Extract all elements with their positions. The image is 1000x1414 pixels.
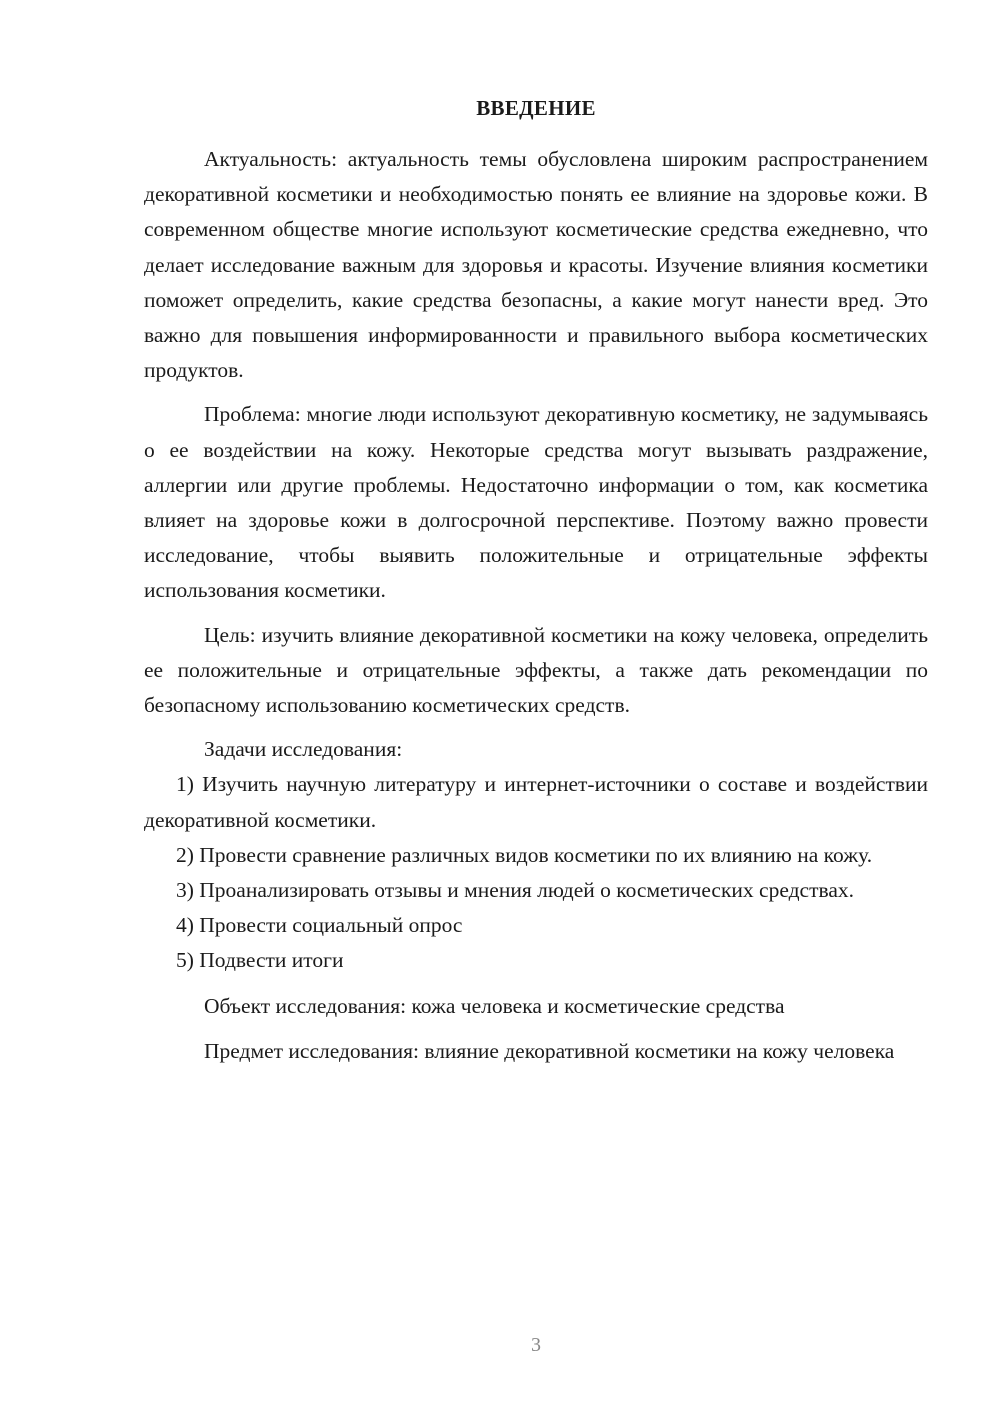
paragraph-problem: Проблема: многие люди используют декоративную косметику, не задумываясь о ее воздействии на кожу. Некоторые средства могут вызывать раздражение, аллергии или другие проблемы. Недостаточно информации о том, как косметика влияет на здоровье кожи в долгосрочной перспективе. Поэтому важно провести исследование, чтобы выявить положительные и отрицательные эффекты использования косметики. <box>144 402 928 603</box>
task-item-3: 3) Проанализировать отзывы и мнения людей о косметических средствах. <box>176 878 854 903</box>
section-title: ВВЕДЕНИЕ <box>476 96 596 120</box>
document-body <box>144 142 928 1069</box>
paragraph-goal: Цель: изучить влияние декоративной косметики на кожу человека, определить ее положительные и отрицательные эффекты, а также дать рекомендации по безопасному использованию косметических средств. <box>144 622 928 718</box>
task-item-4: 4) Провести социальный опрос <box>176 913 463 938</box>
paragraph-object: Объект исследования: кожа человека и косметические средства <box>204 993 785 1018</box>
paragraph-relevance: Актуальность: актуальность темы обусловлена широким распространением декоративной косметики и необходимостью понять ее влияние на здоровье кожи. В современном обществе многие используют косметические средства ежедневно, что делает исследование важным для здоровья и красоты. Изучение влияния косметики поможет определить, какие средства безопасны, а какие могут нанести вред. Это важно для повышения информированности и правильного выбора косметических продуктов. <box>144 147 928 383</box>
page-number: 3 <box>531 1334 541 1356</box>
task-item-2: 2) Провести сравнение различных видов косметики по их влиянию на кожу. <box>176 842 873 867</box>
task-item-1: 1) Изучить научную литературу и интернет-источники о составе и воздействии декоративной косметики. <box>144 772 928 832</box>
task-item-5: 5) Подвести итоги <box>176 948 344 973</box>
paragraph-subject: Предмет исследования: влияние декоративной косметики на кожу человека <box>204 1038 895 1063</box>
tasks-heading: Задачи исследования: <box>204 737 403 762</box>
